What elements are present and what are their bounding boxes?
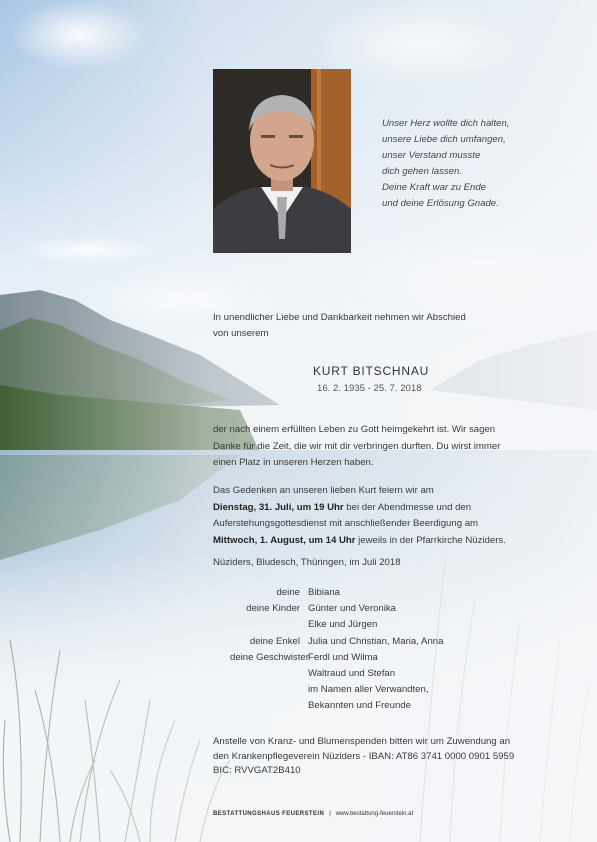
mourner-name: Bibiana: [308, 587, 341, 598]
mourner-role: deine Enkel: [249, 635, 300, 647]
paragraph-line: Danke für die Zeit, die wir mit dir verbringen durften. Du wirst immer: [213, 440, 501, 452]
intro-line: In unendlicher Liebe und Dankbarkeit nehmen wir Abschied: [213, 312, 466, 323]
mourner-role: [230, 682, 308, 698]
mourner-role: deine Geschwister: [230, 651, 309, 663]
donation-line: Anstelle von Kranz- und Blumenspenden bitten wir um Zuwendung an: [213, 736, 511, 747]
intro-line: von unserem: [213, 328, 269, 339]
poem: [382, 116, 509, 212]
mourner-row: [230, 601, 443, 617]
deceased-name: KURT BITSCHNAU: [313, 364, 430, 378]
life-dates: 16. 2. 1935 - 25. 7. 2018: [317, 383, 422, 394]
donation-line: BIC: RVVGAT2B410: [213, 765, 301, 777]
mourner-name: Julia und Christian, Maria, Anna: [308, 635, 444, 647]
mourner-name: Waltraud und Stefan: [308, 668, 396, 680]
service-line: [213, 533, 553, 550]
footer-separator: |: [329, 811, 331, 817]
place-date: Nüziders, Bludesch, Thüringen, im Juli 2018: [213, 557, 401, 568]
service-date-funeral: Mittwoch, 1. August, um 14 Uhr: [213, 534, 356, 546]
paragraph-line: einen Platz in unseren Herzen haben.: [213, 457, 374, 468]
mourner-role: [230, 617, 308, 633]
mourner-row: [230, 617, 443, 633]
mourner-row: [230, 634, 443, 650]
mourner-role: [230, 698, 308, 714]
service-intro: Das Gedenken an unseren lieben Kurt feiern wir am: [213, 485, 434, 496]
mourner-row: [230, 682, 443, 698]
mourner-name: Ferdl und Wilma: [308, 651, 378, 663]
poem-line: dich gehen lassen.: [382, 166, 463, 177]
mourner-row: [230, 585, 443, 601]
donation-note: [213, 735, 553, 779]
poem-line: Unser Herz wollte dich halten,: [382, 118, 510, 129]
mourner-name: Günter und Veronika: [308, 603, 397, 615]
service-paragraph: [213, 483, 553, 549]
poem-line: unsere Liebe dich umfangen,: [382, 134, 506, 145]
intro-text: [213, 310, 513, 342]
mourner-name: Elke und Jürgen: [308, 619, 378, 631]
mourner-name: Bekannten und Freunde: [308, 700, 411, 712]
service-line: Auferstehungsgottesdienst mit anschließender Beerdigung am: [213, 518, 479, 529]
mourner-name: im Namen aller Verwandten,: [308, 684, 429, 696]
service-text: bei der Abendmesse und den: [343, 501, 472, 513]
donation-line: den Krankenpflegeverein Nüziders - IBAN: AT86 3741 0000 0901 5959: [213, 750, 515, 762]
footer-company: BESTATTUNGSHAUS FEUERSTEIN: [213, 811, 325, 817]
mourner-row: [230, 666, 443, 682]
poem-line: und deine Erlösung Gnade.: [382, 198, 499, 209]
service-line: [213, 500, 553, 517]
paragraph-line: der nach einem erfüllten Leben zu Gott heimgekehrt ist. Wir sagen: [213, 424, 496, 435]
footer-website[interactable]: www.bestattung-feuerstein.at: [335, 811, 414, 817]
mourner-role: deine Kinder: [246, 603, 300, 615]
mourner-role: deine: [276, 587, 300, 598]
service-date-mass: Dienstag, 31. Juli, um 19 Uhr: [213, 501, 344, 513]
mourner-role: [230, 666, 308, 682]
poem-line: unser Verstand musste: [382, 150, 481, 161]
poem-line: Deine Kraft war zu Ende: [382, 182, 486, 193]
farewell-paragraph: [213, 422, 543, 472]
mourners-list: [230, 585, 443, 715]
mourner-row: [230, 698, 443, 714]
footer: [213, 811, 413, 817]
portrait-photo: [213, 69, 351, 253]
mourner-row: [230, 650, 443, 666]
service-text: jeweils in der Pfarrkirche Nüziders.: [355, 534, 506, 546]
